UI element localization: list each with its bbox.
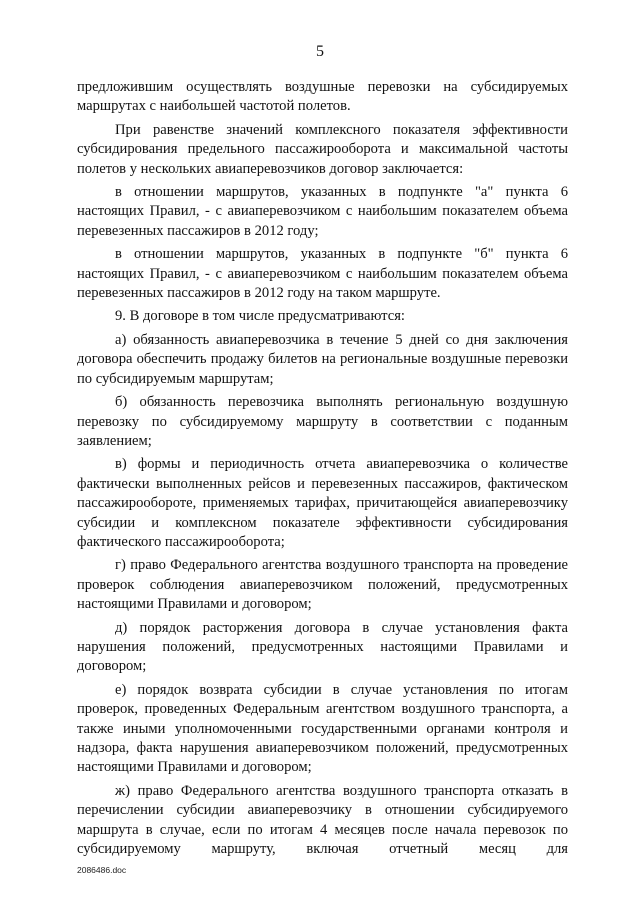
page-number: 5: [316, 43, 324, 60]
paragraph-item-9d: д) порядок расторжения договора в случае установления факта нарушения положений, предусмотренных настоящими Правилами и договором;: [77, 619, 568, 675]
paragraph-item-9g: г) право Федерального агентства воздушного транспорта на проведение проверок соблюдения авиаперевозчиком положений, предусмотренных настоящими Правилами и договором;: [77, 557, 568, 613]
document-body: [77, 78, 568, 859]
paragraph-item-9a: а) обязанность авиаперевозчика в течение 5 дней со дня заключения договора обеспечить продажу билетов на региональные воздушные перевозки по субсидируемым маршрутам;: [77, 331, 568, 387]
paragraph-item-9v: в) формы и периодичность отчета авиаперевозчика о количестве фактически выполненных рейсов и перевезенных пассажиров, фактическом пассажирообороте, применяемых тарифах, причитающейся авиаперевозчику субсидии и комплексном показателе эффективности субсидирования фактического пассажирооборота;: [77, 456, 568, 550]
paragraph-equality-clause: При равенстве значений комплексного показателя эффективности субсидирования предельного пассажирооборота и максимальной частоты полетов у нескольких авиаперевозчиков договор заключается:: [77, 121, 568, 177]
paragraph-continuation: предложившим осуществлять воздушные перевозки на субсидируемых маршрутах с наибольшей частотой полетов.: [77, 79, 568, 115]
paragraph-routes-subpoint-a: в отношении маршрутов, указанных в подпункте "а" пункта 6 настоящих Правил, - с авиаперевозчиком с наибольшим показателем объема перевезенных пассажиров в 2012 году;: [77, 184, 568, 239]
paragraph-item-9-heading: 9. В договоре в том числе предусматриваются:: [115, 308, 405, 325]
paragraph-item-9b: б) обязанность перевозчика выполнять региональную воздушную перевозку по субсидируемому маршруту в соответствии с поданным заявлением;: [77, 394, 568, 449]
paragraph-item-9e: е) порядок возврата субсидии в случае установления по итогам проверок, проведенных Федеральным агентством воздушного транспорта, а также иными уполномоченными государственными органами контроля и надзора, факта нарушения авиаперевозчиком положений, предусмотренных настоящими Правилами и договором;: [77, 681, 568, 776]
file-name-footer: 2086486.doc: [77, 865, 127, 875]
paragraph-item-9zh: ж) право Федерального агентства воздушного транспорта отказать в перечислении субсидии авиаперевозчику в отношении субсидируемого маршрута в случае, если по итогам 4 месяцев после начала перевозок по субсидируемому маршруту, включая отчетный месяц для: [77, 782, 568, 858]
paragraph-routes-subpoint-b: в отношении маршрутов, указанных в подпункте "б" пункта 6 настоящих Правил, - с авиаперевозчиком с наибольшим показателем объема перевезенных пассажиров в 2012 году на таком маршруте.: [77, 246, 568, 302]
